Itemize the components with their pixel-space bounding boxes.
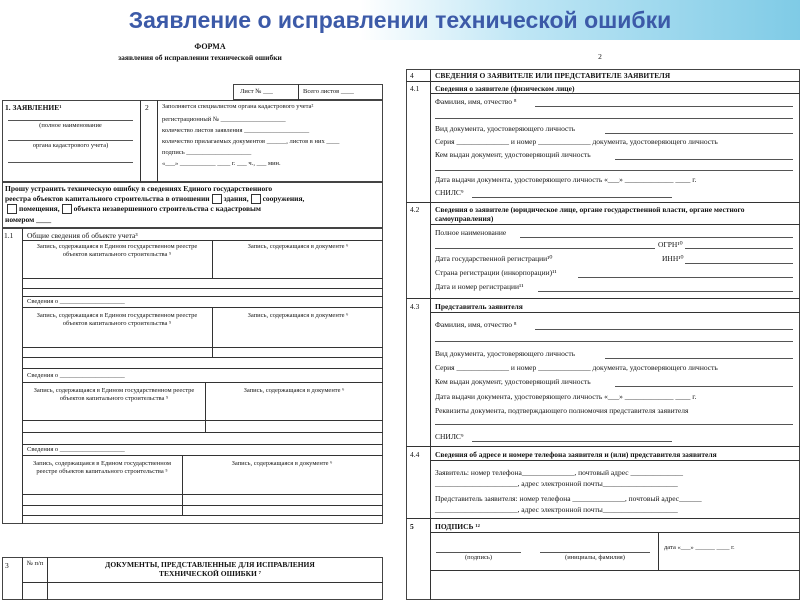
- page-number: 2: [598, 52, 602, 61]
- applicant-contact-field[interactable]: Заявитель: номер телефона______________, почтовый адрес ______________: [435, 468, 683, 477]
- rep-contact-field[interactable]: Представитель заявителя: номер телефона ______________, почтовый адрес______: [435, 494, 702, 503]
- info-about-row: Сведения о ____________________: [27, 298, 125, 305]
- section-1-1-title: Общие сведения об объекте учета³: [27, 231, 138, 240]
- date-time-row: «___» ___________ ____ г. ___ ч., ___ мин.: [162, 160, 281, 167]
- section-5-num: 5: [410, 522, 414, 531]
- total-sheets: Всего листов ____: [303, 88, 354, 95]
- section-4-1-title: Сведения о заявителе (физическом лице): [435, 84, 575, 93]
- building-checkbox[interactable]: [212, 194, 222, 204]
- section-4-5-table: [406, 69, 800, 600]
- inn-field[interactable]: ИНН¹⁰: [662, 254, 684, 263]
- signature-row: подпись ____________________: [162, 149, 252, 156]
- section-4-2-title: Сведения о заявителе (юридическое лице, органе государственной власти, органе местного самоуправления): [435, 205, 745, 223]
- section-4-1-num: 4.1: [410, 84, 420, 93]
- id-series-field[interactable]: Серия ______________ и номер ______________ документа, удостоверяющего личность: [435, 137, 718, 146]
- section-2-title: Заполняется специалистом органа кадастрового учета²: [162, 103, 314, 110]
- sheet-number: Лист № ___: [240, 88, 273, 95]
- snils-field[interactable]: СНИЛС⁹: [435, 188, 464, 197]
- reg-number-row: регистрационный № ____________________: [162, 116, 286, 123]
- document-record-header: Запись, содержащаяся в документе ⁶: [231, 460, 333, 467]
- request-line-3: помещения, объекта незавершенного строительства с кадастровым: [5, 204, 261, 214]
- rep-fio-field[interactable]: Фамилия, имя, отчество ⁸: [435, 320, 517, 329]
- section-4-3-num: 4.3: [410, 302, 420, 311]
- form-subtitle: заявления об исправлении технической ошибки: [118, 53, 282, 62]
- rep-id-issued-field[interactable]: Кем выдан документ, удостоверяющий личность: [435, 377, 591, 386]
- premises-checkbox[interactable]: [7, 204, 17, 214]
- registry-record-header: Запись, содержащаяся в Едином государственном реестре объектов капитального строительства ⁵: [36, 243, 198, 258]
- country-field[interactable]: Страна регистрации (инкорпорации)¹¹: [435, 268, 557, 277]
- structure-checkbox[interactable]: [251, 194, 261, 204]
- request-line-2: реестра объектов капитального строительства в отношении здания, сооружения,: [5, 194, 305, 203]
- section-4-4-title: Сведения об адресе и номере телефона заявителя и (или) представителя заявителя: [435, 450, 717, 459]
- section-3-num: 3: [5, 561, 9, 570]
- row-number-label: № п/п: [26, 560, 44, 567]
- rep-email-field[interactable]: ______________________, адрес электронной почты____________________: [435, 505, 678, 514]
- attached-docs-row: количество прилагаемых документов ______, листов в них ____: [162, 138, 340, 145]
- signature-caption: (подпись): [465, 554, 492, 561]
- id-issued-field[interactable]: Кем выдан документ, удостоверяющий личность: [435, 150, 591, 159]
- rep-id-series-field[interactable]: Серия ______________ и номер ______________ документа, удостоверяющего личность: [435, 363, 718, 372]
- slide-title: Заявление о исправлении технической ошибки: [0, 0, 800, 40]
- section-3-title: ДОКУМЕНТЫ, ПРЕДСТАВЛЕННЫЕ ДЛЯ ИСПРАВЛЕНИЯ ТЕХНИЧЕСКОЙ ОШИБКИ ⁷: [105, 560, 315, 578]
- org-caption: органа кадастрового учета): [32, 142, 109, 149]
- section-2-num: 2: [145, 103, 149, 112]
- form-title: ФОРМА: [194, 42, 226, 51]
- initials-caption: (инициалы, фамилия): [565, 554, 625, 561]
- document-record-header: Запись, содержащаяся в документе ⁶: [247, 312, 349, 319]
- id-date-field[interactable]: Дата выдачи документа, удостоверяющего личность «___» _____________ ____ г.: [435, 175, 697, 184]
- full-name-field[interactable]: Полное наименование: [435, 228, 507, 237]
- info-about-row: Сведения о ____________________: [27, 372, 125, 379]
- document-record-header: Запись, содержащаяся в документе ⁶: [247, 243, 349, 250]
- request-line-1: Прошу устранить техническую ошибку в сведениях Единого государственного: [5, 184, 273, 193]
- section-1-1-num: 1.1: [4, 231, 14, 240]
- applicant-email-field[interactable]: ______________________, адрес электронной почты____________________: [435, 479, 678, 488]
- ogrn-field[interactable]: ОГРН¹⁰: [658, 240, 683, 249]
- section-5-title: ПОДПИСЬ ¹²: [435, 522, 480, 531]
- unfinished-checkbox[interactable]: [62, 204, 72, 214]
- registry-record-header: Запись, содержащаяся в Едином государственном реестре объектов капитального строительства ⁵: [33, 387, 195, 402]
- reg-number-field[interactable]: Дата и номер регистрации¹¹: [435, 282, 524, 291]
- section-1-label: 1. ЗАЯВЛЕНИЕ¹: [5, 103, 62, 112]
- section-4-num: 4: [410, 71, 414, 80]
- reg-date-field[interactable]: Дата государственной регистрации¹⁰: [435, 254, 553, 263]
- cadastral-number-label: номером ____: [5, 215, 52, 224]
- signature-date-field[interactable]: дата «___» ______ ____ г.: [664, 544, 735, 551]
- sheets-count-row: количество листов заявления ____________________: [162, 127, 310, 134]
- registry-record-header: Запись, содержащаяся в Едином государственном реестре объектов капитального строительства ⁵: [33, 460, 171, 475]
- section-4-4-num: 4.4: [410, 450, 420, 459]
- registry-record-header: Запись, содержащаяся в Едином государственном реестре объектов капитального строительства ⁵: [36, 312, 198, 327]
- id-doc-field[interactable]: Вид документа, удостоверяющего личность: [435, 124, 576, 133]
- info-about-row: Сведения о ____________________: [27, 446, 125, 453]
- form-page-2: [400, 42, 800, 600]
- rep-id-date-field[interactable]: Дата выдачи документа, удостоверяющего личность «___» _____________ ____ г.: [435, 392, 697, 401]
- fio-field[interactable]: Фамилия, имя, отчество ⁸: [435, 97, 517, 106]
- section-4-title: СВЕДЕНИЯ О ЗАЯВИТЕЛЕ ИЛИ ПРЕДСТАВИТЕЛЕ ЗАЯВИТЕЛЯ: [435, 71, 671, 80]
- rep-authority-field[interactable]: Реквизиты документа, подтверждающего полномочия представителя заявителя: [435, 406, 689, 415]
- section-4-3-title: Представитель заявителя: [435, 302, 523, 311]
- rep-id-doc-field[interactable]: Вид документа, удостоверяющего личность: [435, 349, 576, 358]
- rep-snils-field[interactable]: СНИЛС⁹: [435, 432, 464, 441]
- form-page-1: [0, 42, 398, 600]
- section-4-2-num: 4.2: [410, 205, 420, 214]
- name-caption: (полное наименование: [39, 122, 102, 129]
- document-record-header: Запись, содержащаяся в документе ⁶: [243, 387, 345, 394]
